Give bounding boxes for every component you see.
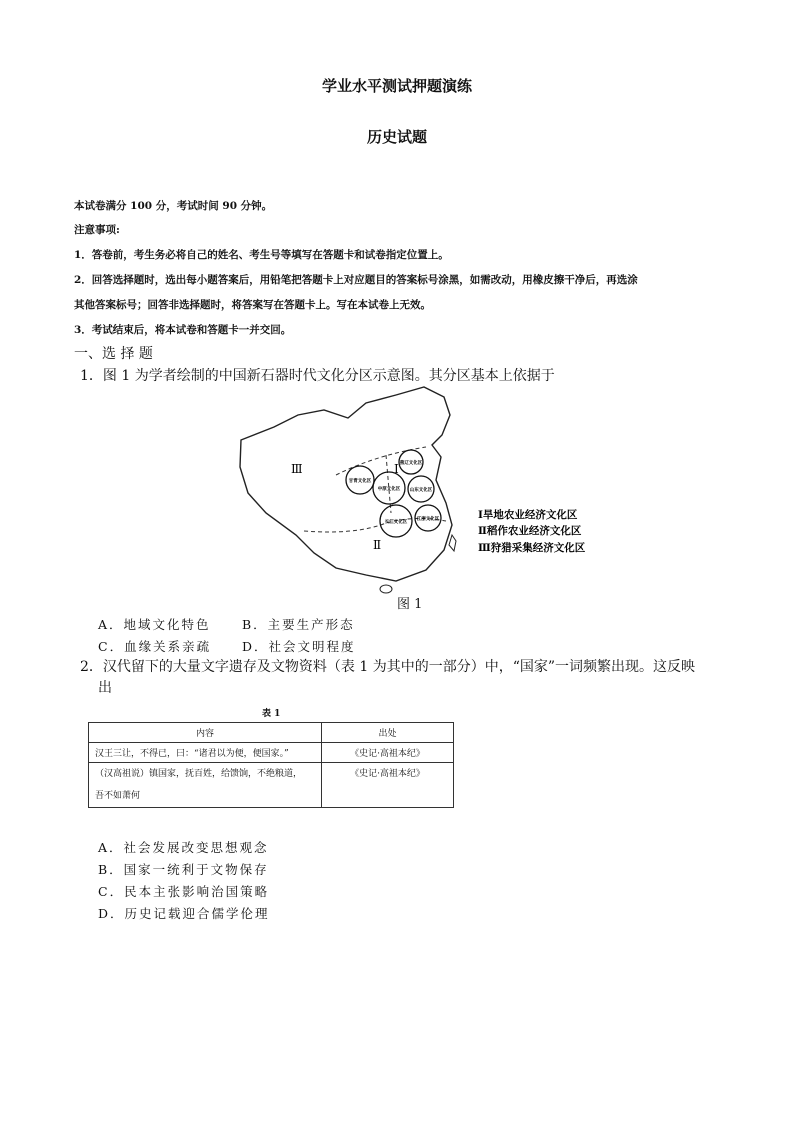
region-label-2: Ⅱ <box>373 538 382 552</box>
exam-title: 学业水平测试押题演练 <box>321 77 472 95</box>
table-row <box>89 743 454 763</box>
label-yan-liao: 燕辽文化区 <box>399 461 423 466</box>
legend-item-3: Ⅲ狩猎采集经济文化区 <box>478 542 586 554</box>
region-label-1: Ⅰ <box>394 462 399 476</box>
table-cell-source: 《史记·高祖本纪》 <box>322 763 454 808</box>
notice-item-3: 3．考试结束后，将本试卷和答题卡一并交回。 <box>74 324 292 336</box>
q1-option-b[interactable]: B．主要生产形态 <box>242 617 355 632</box>
table-cell-content: 汉王三让，不得已，曰：“诸君以为便，便国家。” <box>89 743 322 763</box>
q2-option-a[interactable]: A．社会发展改变思想观念 <box>98 840 269 855</box>
table-header-content: 内容 <box>89 723 322 743</box>
question-1-stem: 1．图 1 为学者绘制的中国新石器时代文化分区示意图。其分区基本上依据于 <box>80 368 555 384</box>
q2-option-d[interactable]: D．历史记载迎合儒学伦理 <box>98 906 270 921</box>
table-cell-source: 《史记·高祖本纪》 <box>322 743 454 763</box>
q1-option-a[interactable]: A．地域文化特色 <box>98 617 211 632</box>
region-label-3: Ⅲ <box>291 462 303 476</box>
q2-option-c[interactable]: C．民本主张影响治国策略 <box>98 884 270 899</box>
table-cell-content-line-1: （汉高祖说）镇国家，抚百姓，给馈饷，不绝粮道， <box>95 769 303 779</box>
china-culture-map <box>236 385 596 595</box>
table-row <box>89 763 454 808</box>
figure-1-caption: 图 1 <box>397 597 423 612</box>
q2-option-b[interactable]: B．国家一统利于文物保存 <box>98 862 269 877</box>
table-cell-content-line-2: 吾不如萧何 <box>95 791 141 801</box>
question-2-stem-line-1: 2．汉代留下的大量文字遗存及文物资料（表 1 为其中的一部分）中，“国家”一词频繁出现。这反映 <box>80 659 696 675</box>
legend-item-2: Ⅱ稻作农业经济文化区 <box>478 525 582 537</box>
question-2-stem-line-2: 出 <box>98 680 112 696</box>
label-yangtze: 长江文化区 <box>384 520 408 525</box>
legend-item-1: Ⅰ旱地农业经济文化区 <box>478 509 578 521</box>
label-shandong: 山东文化区 <box>409 488 433 493</box>
table-1-caption: 表 1 <box>262 709 281 719</box>
table-header-row <box>89 723 454 743</box>
label-gansu-qinghai: 甘青文化区 <box>348 479 372 484</box>
q1-option-c[interactable]: C．血缘关系亲疏 <box>98 639 212 654</box>
score-line: 本试卷满分 100 分，考试时间 90 分钟。 <box>74 200 273 212</box>
label-jiangzhe: 江浙文化区 <box>416 517 440 522</box>
notice-item-2-line-1: 2．回答选择题时，选出每小题答案后，用铅笔把答题卡上对应题目的答案标号涂黑，如需改动，用橡皮擦干净后，再选涂 <box>74 274 638 286</box>
table-header-source: 出处 <box>322 723 454 743</box>
section-heading: 一、选 择 题 <box>74 346 153 362</box>
notice-heading: 注意事项: <box>74 224 120 236</box>
table-1 <box>88 722 454 808</box>
notice-item-1: 1．答卷前，考生务必将自己的姓名、考生号等填写在答题卡和试卷指定位置上。 <box>74 249 449 261</box>
label-central-plains: 中原文化区 <box>377 487 401 492</box>
table-cell-content <box>89 763 322 808</box>
subject-title: 历史试题 <box>366 128 427 146</box>
q1-option-d[interactable]: D．社会文明程度 <box>242 639 356 654</box>
notice-item-2-line-2: 其他答案标号；回答非选择题时，将答案写在答题卡上。写在本试卷上无效。 <box>74 299 431 311</box>
